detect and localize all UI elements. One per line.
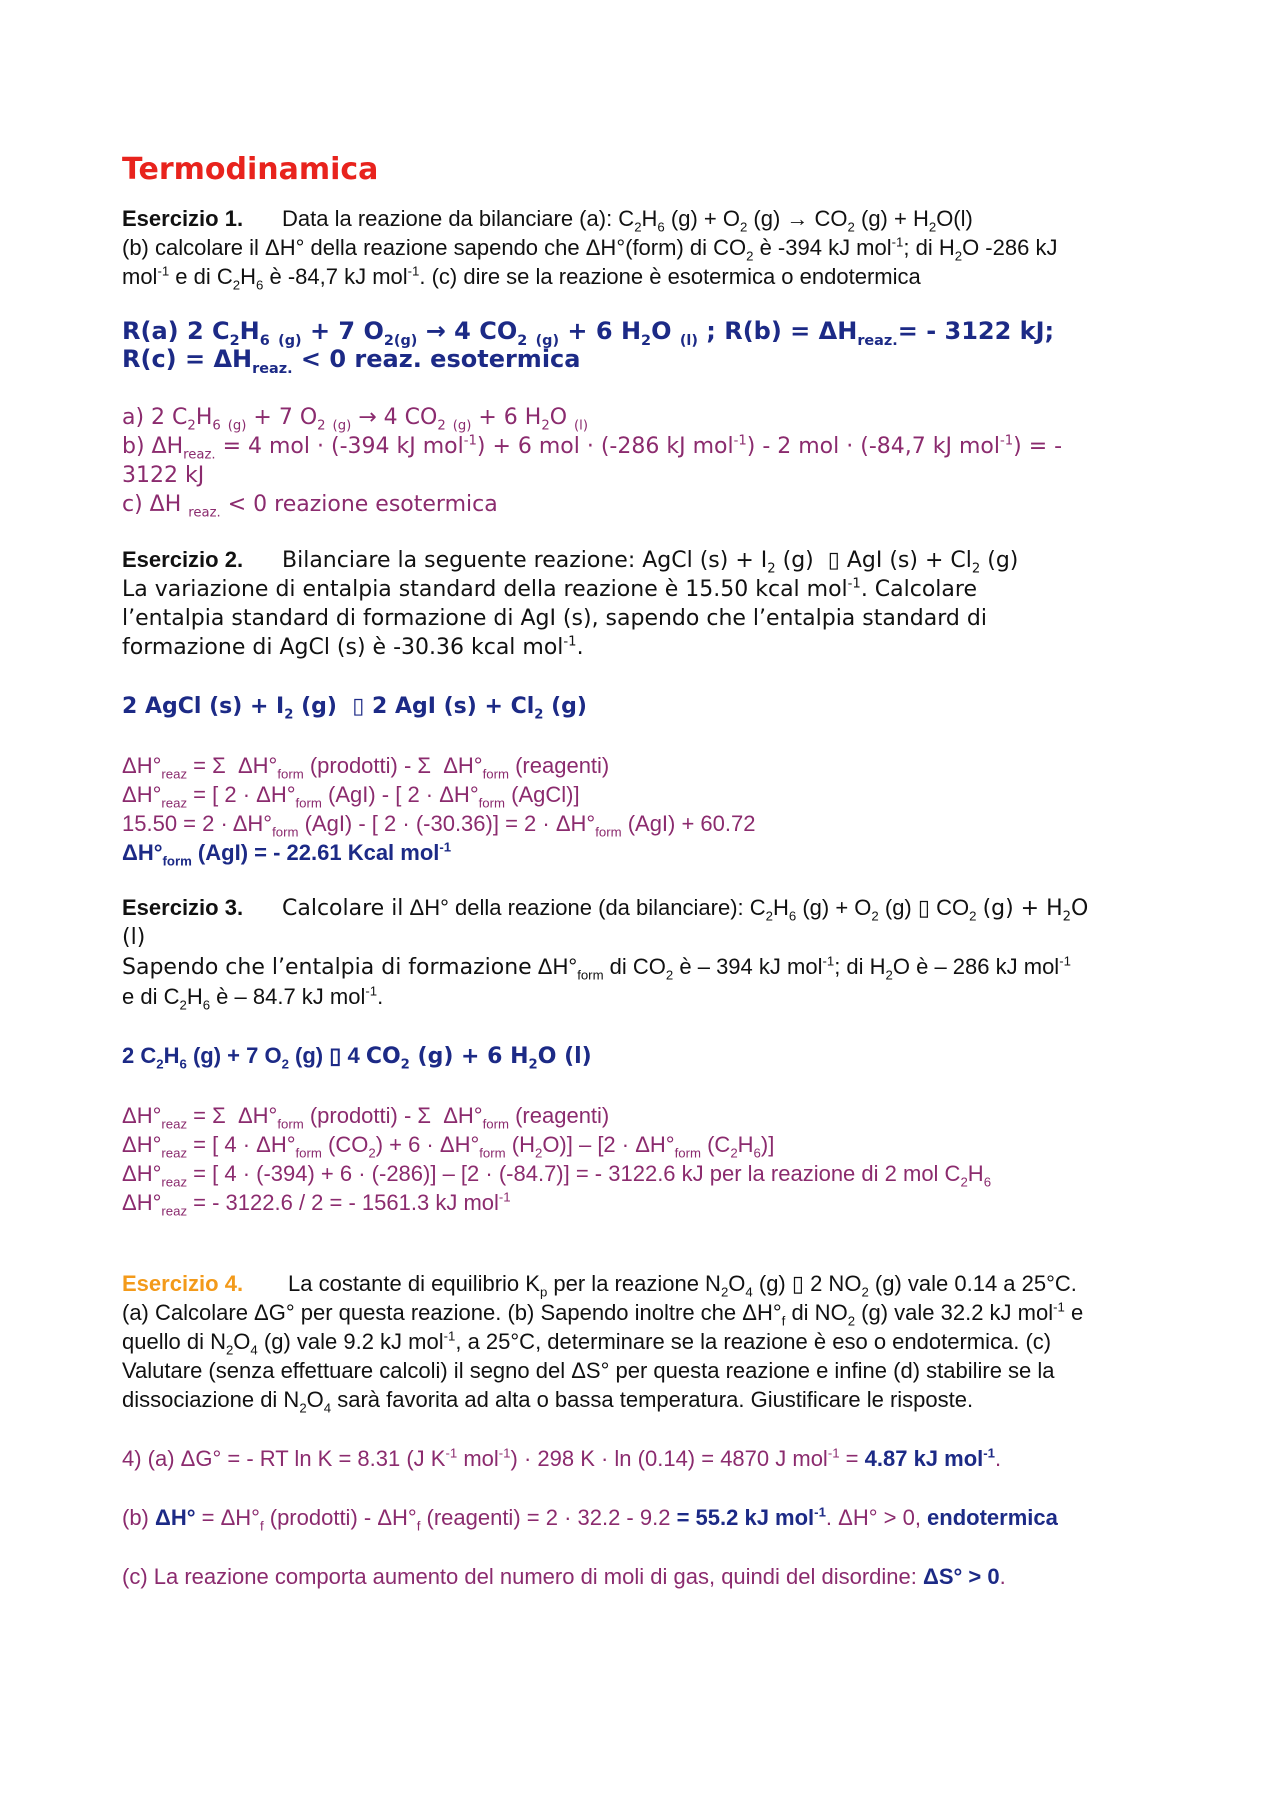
ex2-balanced-equation: 2 AgCl $(s) + I_2$ (g) ▯ 2 AgI $(s) + Cl_2$ (g) [122,694,587,723]
ex4-line-2: (a) Calcolare ΔG° per questa reazione. (b) Sapendo inoltre che $\Delta H^\circ_f$ di $NO_2$ (g) vale 32.2 kJ mol$^{-1}$ e [122,1299,1084,1329]
ex2-step-4: $\Delta H^\circ_{form}$ (AgI) = - 22.61 Kcal mol$^{-1}$ [122,839,452,869]
ex4-line-4: Valutare (senza effettuare calcoli) il segno del ΔS° per questa reazione e infine (d) stabilire se la [122,1358,1055,1383]
ex4-answer-a: 4) (a) ΔG° = - RT ln K = 8.31 (J $K^{-1}$ mol$^{-1}$) · 298 K · ln (0.14) = 4870 J mol$^{-1}$ = 4.87 kJ mol$^{-1}$. [122,1445,1002,1471]
ex2-line-3: l’entalpia standard di formazione di AgI (s), sapendo che l’entalpia standard di [122,606,987,631]
ex3-line-2: (l) [122,925,146,950]
ex2-step-1: $\Delta H^\circ_{reaz} = \Sigma$ $\Delta H^\circ_{form}$ (prodotti) - Σ $\Delta H^\circ_{form}$ (reagenti) [122,753,610,782]
ex1-result-2: $R(c) = \Delta H_{reaz.} < 0$ reaz. esotermica [122,345,581,377]
ex1-result-1: R(a) 2 $C_2H_6$ $_{(g)}$ + 7 $O_{2(g)} \to 4$ $CO_2$ $_{(g)}$ + 6 $H_2O$ $_{(l)}$ ; $R(b) = \Delta H_{reaz.}= - 3122$ kJ; [122,317,1055,349]
document-content [122,150,1172,1591]
ex2-line-4: formazione di AgCl (s) è -30.36 kcal mol$^{-1}$. [122,634,584,660]
ex2-line-1: Esercizio 2. Bilanciare la seguente reazione: AgCl $(s) + I_2$ (g) ▯ AgI $(s) + Cl_2$ (g) [122,547,1019,577]
ex1-line-3: mol$^{-1}$ e di $C_2H_6$ è -84,7 kJ mol$^{-1}$. (c) dire se la reazione è esotermica o endotermica [122,263,921,293]
ex3-label: Esercizio 3. [122,895,244,920]
ex3-balanced-equation: 2 $C_2H_6$ (g) + 7 $O_2$ (g) ▯ 4 $CO_2$ (g) + 6 $H_2O$ (l) [122,1043,592,1073]
ex4-answer-b: (b) $\Delta H^\circ = \Delta H^\circ_f$ (prodotti) - $\Delta H^\circ_f$ (reagenti) = 2 · 32.2 - 9.2 = 55.2 kJ mol$^{-1}$. ΔH° > 0, endotermica [122,1504,1058,1534]
ex2-step-3: $15.50 = 2 \cdot \Delta H^\circ_{form}$ (AgI) - [ $2 \cdot (-30.36)] = 2 \cdot \Delta H^\circ_{form}$ (AgI) + 60.72 [122,811,756,840]
ex3-step-4: $\Delta H^\circ_{reaz}$ = - 3122.6 / 2 = - 1561.3 kJ mol$^{-1}$ [122,1189,511,1219]
page-title: Termodinamica [122,152,379,187]
ex3-step-2: $\Delta H^\circ_{reaz}$ = [ $4 \cdot \Delta H^\circ_{form}$ $(CO_2) + 6 \cdot \Delta H^\circ_{form}$ $(H_2O)] - [2 \cdot \Delta H^\circ_{form}$ $(C_2H_6)$] [122,1132,775,1161]
ex2-label: Esercizio 2. [122,547,244,572]
ex3-step-1: $\Delta H^\circ_{reaz} = \Sigma$ $\Delta H^\circ_{form}$ (prodotti) - Σ $\Delta H^\circ_{form}$ (reagenti) [122,1103,610,1132]
ex4-answer-c: (c) La reazione comporta aumento del numero di moli di gas, quindi del disordine: ΔS° > 0. [122,1564,1006,1589]
ex2-step-2: $\Delta H^\circ_{reaz}$ = [ $2 \cdot \Delta H^\circ_{form}$ (AgI) - [ $2 \cdot \Delta H^\circ_{form}$ (AgCl)] [122,782,580,811]
ex1-line-1: Esercizio 1. Data la reazione da bilanciare (a): $C_2H_6$ $(g) + O_2$ $(g) \to CO_2$ $(g) + H_2O(l)$ [122,206,973,235]
ex4-line-1: Esercizio 4. La costante di equilibrio $K_p$ per la reazione $N_2O_4$ (g) ▯ 2 $NO_2$ (g) vale 0.14 a 25°C. [122,1271,1077,1300]
ex3-line-1: Esercizio 3. Calcolare il ΔH° della reazione (da bilanciare): $C_2H_6$ $(g) + O_2$ (g) ▯ $CO_2$ $(g) + H_2O$ [122,895,1089,925]
ex3-line-3: Sapendo che l’entalpia di formazione $\Delta H^\circ_{form}$ di $CO_2$ è – 394 kJ mol$^{-1}$; di $H_2O$ è – 286 kJ mol$^{-1}$ [122,953,1071,983]
ex4-line-5: dissociazione di $N_2O_4$ sarà favorita ad alta o bassa temperatura. Giustificare le risposte. [122,1387,974,1416]
ex1-answer-b: b) $\Delta H_{reaz.} = 4$ mol · (-394 kJ mol$^{-1}$) + 6 mol · (-286 kJ mol$^{-1}$) - 2 mol · (-84,7 kJ mol$^{-1}$) = - [122,433,1063,463]
ex4-line-3: quello di $N_2O_4$ (g) vale 9.2 kJ mol$^{-1}$, a 25°C, determinare se la reazione è eso o endotermica. (c) [122,1328,1052,1358]
ex4-label: Esercizio 4. [122,1271,244,1296]
ex1-answer-a: a) 2 $C_2H_6$ $_{(g)}$ + 7 $O_2$ $_{(g)}$ → 4 $CO_2$ $_{(g)}$ + 6 $H_2O$ $_{(l)}$ [122,405,588,434]
ex1-label: Esercizio 1. [122,206,244,231]
ex2-line-2: La variazione di entalpia standard della reazione è 15.50 kcal mol$^{-1}$. Calcolare [122,576,977,602]
ex3-step-3: $\Delta H^\circ_{reaz}$ = [ 4 · (-394) + 6 · (-286)] – [2 · (-84.7)] = - 3122.6 kJ per la reazione di 2 mol $C_2H_6$ [122,1161,992,1190]
ex1-answer-c: c) ΔH $_{reaz.}$ < 0 reazione esotermica [122,492,498,521]
ex1-answer-b-cont: 3122 kJ [122,463,205,488]
ex3-line-4: e di $C_2H_6$ è – 84.7 kJ mol$^{-1}$. [122,983,384,1013]
ex1-line-2: (b) calcolare il ΔH° della reazione sapendo che ΔH°(form) di $CO_2$ è -394 kJ mol$^{-1}$; di $H_2O$ -286 kJ [122,234,1058,264]
